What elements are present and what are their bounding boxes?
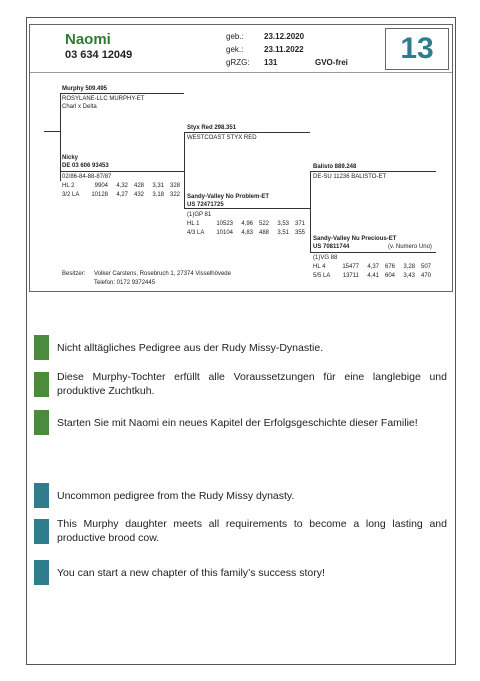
grzg-value: 131 [264, 58, 278, 67]
line-precious [310, 252, 436, 253]
nicky-stats-row: 3/2 LA 10128 4,27 432 3,18 322 [62, 192, 180, 198]
murphy-name: Murphy 509.495 [62, 86, 108, 92]
line-sire-vertical [60, 93, 61, 181]
precious-stats-row: HL 4 15477 4,37 676 3,28 507 [313, 264, 431, 270]
gvo-free-label: GVO-frei [315, 58, 348, 67]
birth-date: 23.12.2020 [264, 32, 305, 41]
bullet-marker [34, 410, 49, 435]
card-header [30, 25, 452, 73]
calving-date: 23.11.2022 [264, 45, 304, 54]
styx-name: Styx Red 298.351 [187, 125, 237, 131]
text-en-1: Uncommon pedigree from the Rudy Missy dynasty. [57, 490, 295, 502]
text-de-2: Diese Murphy-Tochter erfüllt alle Voraussetzungen für eine langlebige und produktive Zuchtkuh. [57, 371, 447, 397]
line-styx [184, 132, 310, 133]
nicky-name: Nicky [62, 155, 79, 161]
precious-score: (1)VG 88 [313, 255, 338, 261]
text-de-1: Nicht alltägliches Pedigree aus der Rudy Missy-Dynastie. [57, 342, 324, 354]
cow-id: 03 634 12049 [65, 49, 133, 61]
problem-id: US 72471725 [187, 202, 224, 208]
bullet-marker [34, 335, 49, 360]
line-balisto [310, 171, 436, 172]
pedigree-card [29, 24, 453, 292]
owner-info: Volker Carstens, Rosebruch 1, 27374 Visselhövede [94, 271, 231, 277]
nicky-stats-row: HL 2 9904 4,32 428 3,31 328 [62, 183, 180, 189]
styx-line1: WESTCOAST STYX RED [187, 135, 257, 141]
balisto-line1: DE-SU 11236 BALISTO-ET [313, 174, 387, 180]
bullet-marker [34, 560, 49, 585]
precious-id: US 70811744 [313, 244, 350, 250]
lot-number: 13 [400, 32, 434, 65]
bullet-marker [34, 372, 49, 397]
precious-name: Sandy-Valley Nu Precious-ET [313, 236, 397, 242]
line-nicky [60, 171, 184, 172]
birth-label: geb.: [226, 32, 244, 41]
text-en-2: This Murphy daughter meets all requirements to become a long lasting and productive brood cow. [57, 518, 447, 544]
owner-label: Besitzer: [62, 271, 86, 277]
problem-stats-row: 4/3 LA 10104 4,83 488 3,51 355 [187, 230, 305, 236]
lot-box [385, 28, 449, 70]
calving-label: gek.: [226, 45, 244, 54]
line-murphy [60, 93, 184, 94]
cow-name: Naomi [65, 31, 111, 48]
murphy-line2: Charl x Delta [62, 104, 97, 110]
problem-stats-row: HL 1 10523 4,96 522 3,53 371 [187, 221, 305, 227]
text-en-3: You can start a new chapter of this family’s success story! [57, 567, 325, 579]
line-root [44, 131, 60, 132]
murphy-line1: ROSYLANE-LLC MURPHY-ET [62, 96, 145, 102]
bullet-marker [34, 483, 49, 508]
precious-sire: (v. Numero Uno) [388, 244, 432, 250]
precious-stats-row: 5/5 LA 13711 4,41 604 3,43 470 [313, 273, 431, 279]
nicky-id: DE 03 606 93453 [62, 163, 109, 169]
balisto-name: Balisto 889.248 [313, 164, 357, 170]
line-dam-vertical [184, 132, 185, 208]
text-de-3: Starten Sie mit Naomi ein neues Kapitel der Erfolgsgeschichte dieser Familie! [57, 417, 418, 429]
owner-phone: Telefon: 0172 9372445 [94, 280, 156, 286]
problem-score: (1)GP 81 [187, 212, 212, 218]
grzg-label: gRZG: [226, 58, 250, 67]
nicky-performance: 02/86-84-88-87/87 [62, 174, 112, 180]
line-granddam-vertical [310, 171, 311, 252]
bullet-marker [34, 519, 49, 544]
problem-name: Sandy-Valley No Problem-ET [187, 194, 270, 200]
